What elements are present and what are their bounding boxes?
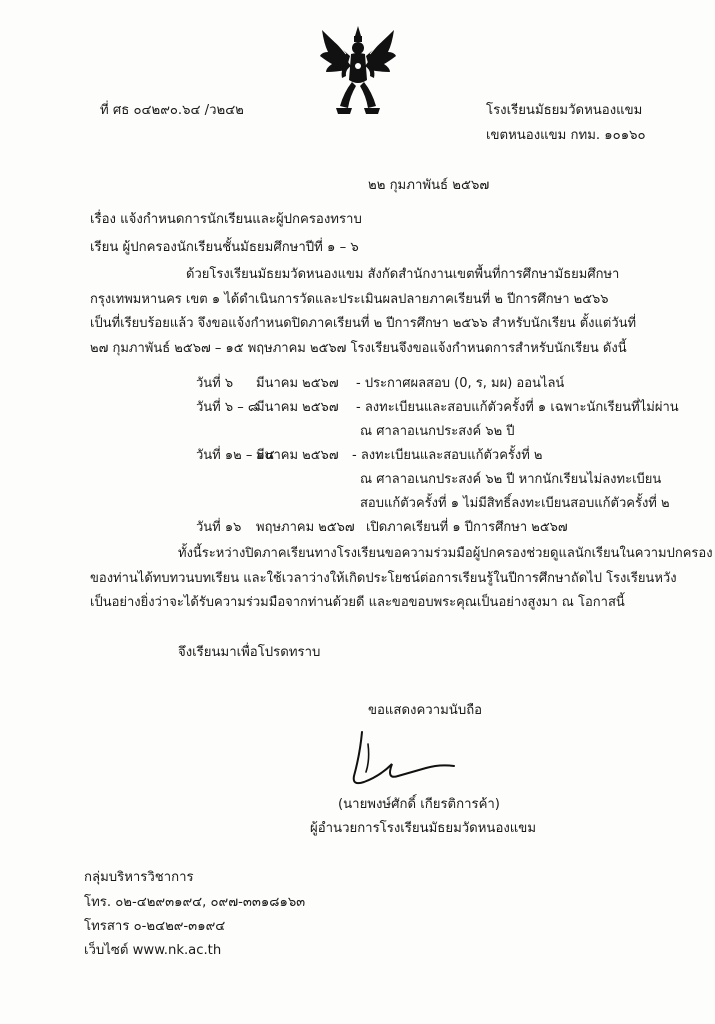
footer-fax: โทรสาร ๐-๒๔๒๙-๓๑๙๔ <box>84 919 226 934</box>
body-line: เป็นอย่างยิ่งว่าจะได้รับความร่วมมือจากท่านด้วยดี และขอขอบพระคุณเป็นอย่างสูงมา ณ โอกาสนี้ <box>90 595 625 610</box>
schedule-day: วันที่ ๑๖ <box>196 520 242 535</box>
schedule-continuation: ณ ศาลาอเนกประสงค์ ๖๒ ปี <box>360 424 515 439</box>
body-paragraph-2 <box>90 542 713 616</box>
schedule-desc: - ลงทะเบียนและสอบแก้ตัวครั้งที่ ๒ <box>352 448 543 463</box>
schedule-day: วันที่ ๖ <box>196 376 234 391</box>
schedule-list <box>196 372 679 540</box>
schedule-row <box>196 372 679 396</box>
schedule-day: วันที่ ๖ – ๘ <box>196 400 258 415</box>
schedule-date: มีนาคม ๒๕๖๗ <box>256 376 339 391</box>
school-name: โรงเรียนมัธยมวัดหนองแขม <box>486 103 643 118</box>
signer-name: (นายพงษ์ศักดิ์ เกียรติการค้า) <box>338 797 500 812</box>
schedule-continuation: สอบแก้ตัวครั้งที่ ๑ ไม่มีสิทธิ์ลงทะเบียนสอบแก้ตัวครั้งที่ ๒ <box>360 496 670 511</box>
body-line: ของท่านได้ทบทวนบทเรียน และใช้เวลาว่างให้เกิดประโยชน์ต่อการเรียนรู้ในปีการศึกษาถัดไป โรงเรียนหวัง <box>90 570 677 586</box>
footer-telephone: โทร. ๐๒-๔๒๙๓๑๙๔, ๐๙๗-๓๓๑๘๑๖๓ <box>84 895 306 910</box>
letter-date: ๒๒ กุมภาพันธ์ ๒๕๖๗ <box>368 178 490 193</box>
regards-line: ขอแสดงความนับถือ <box>368 703 483 718</box>
school-address: เขตหนองแขม กทม. ๑๐๑๖๐ <box>486 128 646 143</box>
schedule-desc: - ลงทะเบียนและสอบแก้ตัวครั้งที่ ๑ เฉพาะนักเรียนที่ไม่ผ่าน <box>356 400 679 415</box>
schedule-date: มีนาคม ๒๕๖๗ <box>256 400 339 415</box>
schedule-row <box>196 516 679 540</box>
footer-website[interactable]: เว็บไซต์ www.nk.ac.th <box>84 943 222 958</box>
body-line: เป็นที่เรียบร้อยแล้ว จึงขอแจ้งกำหนดปิดภาคเรียนที่ ๒ ปีการศึกษา ๒๕๖๖ สำหรับนักเรียน ตั้งแต่วันที่ <box>90 316 637 331</box>
recipient-line: เรียน ผู้ปกครองนักเรียนชั้นมัธยมศึกษาปีที่ ๑ – ๖ <box>90 240 359 255</box>
body-paragraph-1 <box>90 263 660 361</box>
schedule-row <box>196 396 679 420</box>
schedule-continuation: ณ ศาลาอเนกประสงค์ ๖๒ ปี หากนักเรียนไม่ลงทะเบียน <box>360 472 662 487</box>
body-line: ด้วยโรงเรียนมัธยมวัดหนองแขม สังกัดสำนักงานเขตพื้นที่การศึกษามัธยมศึกษา <box>186 267 620 282</box>
schedule-row <box>196 444 679 468</box>
closing-line: จึงเรียนมาเพื่อโปรดทราบ <box>178 645 321 660</box>
signer-title: ผู้อำนวยการโรงเรียนมัธยมวัดหนองแขม <box>310 821 537 836</box>
body-line: ๒๗ กุมภาพันธ์ ๒๕๖๗ – ๑๕ พฤษภาคม ๒๕๖๗ โรงเรียนจึงขอแจ้งกำหนดการสำหรับนักเรียน ดังนี้ <box>90 340 627 356</box>
body-line: กรุงเทพมหานคร เขต ๑ ได้ดำเนินการวัดและประเมินผลปลายภาคเรียนที่ ๒ ปีการศึกษา ๒๕๖๖ <box>90 291 609 307</box>
footer-department: กลุ่มบริหารวิชาการ <box>84 870 194 885</box>
signature <box>340 724 460 794</box>
schedule-date: พฤษภาคม ๒๕๖๗ <box>256 520 355 535</box>
garuda-emblem-icon <box>318 22 398 117</box>
schedule-day: วันที่ ๑๒ – ๑๔ <box>196 448 275 463</box>
schedule-desc: - ประกาศผลสอบ (0, ร, มผ) ออนไลน์ <box>356 376 565 391</box>
schedule-date: มีนาคม ๒๕๖๗ <box>256 448 339 463</box>
reference-number: ที่ ศธ ๐๔๒๙๐.๖๔ /ว๒๔๒ <box>100 103 244 118</box>
subject-line: เรื่อง แจ้งกำหนดการนักเรียนและผู้ปกครองทราบ <box>90 212 362 227</box>
body-line: ทั้งนี้ระหว่างปิดภาคเรียนทางโรงเรียนขอความร่วมมือผู้ปกครองช่วยดูแลนักเรียนในความปกครอง <box>178 546 713 561</box>
schedule-desc: เปิดภาคเรียนที่ ๑ ปีการศึกษา ๒๕๖๗ <box>366 520 568 535</box>
